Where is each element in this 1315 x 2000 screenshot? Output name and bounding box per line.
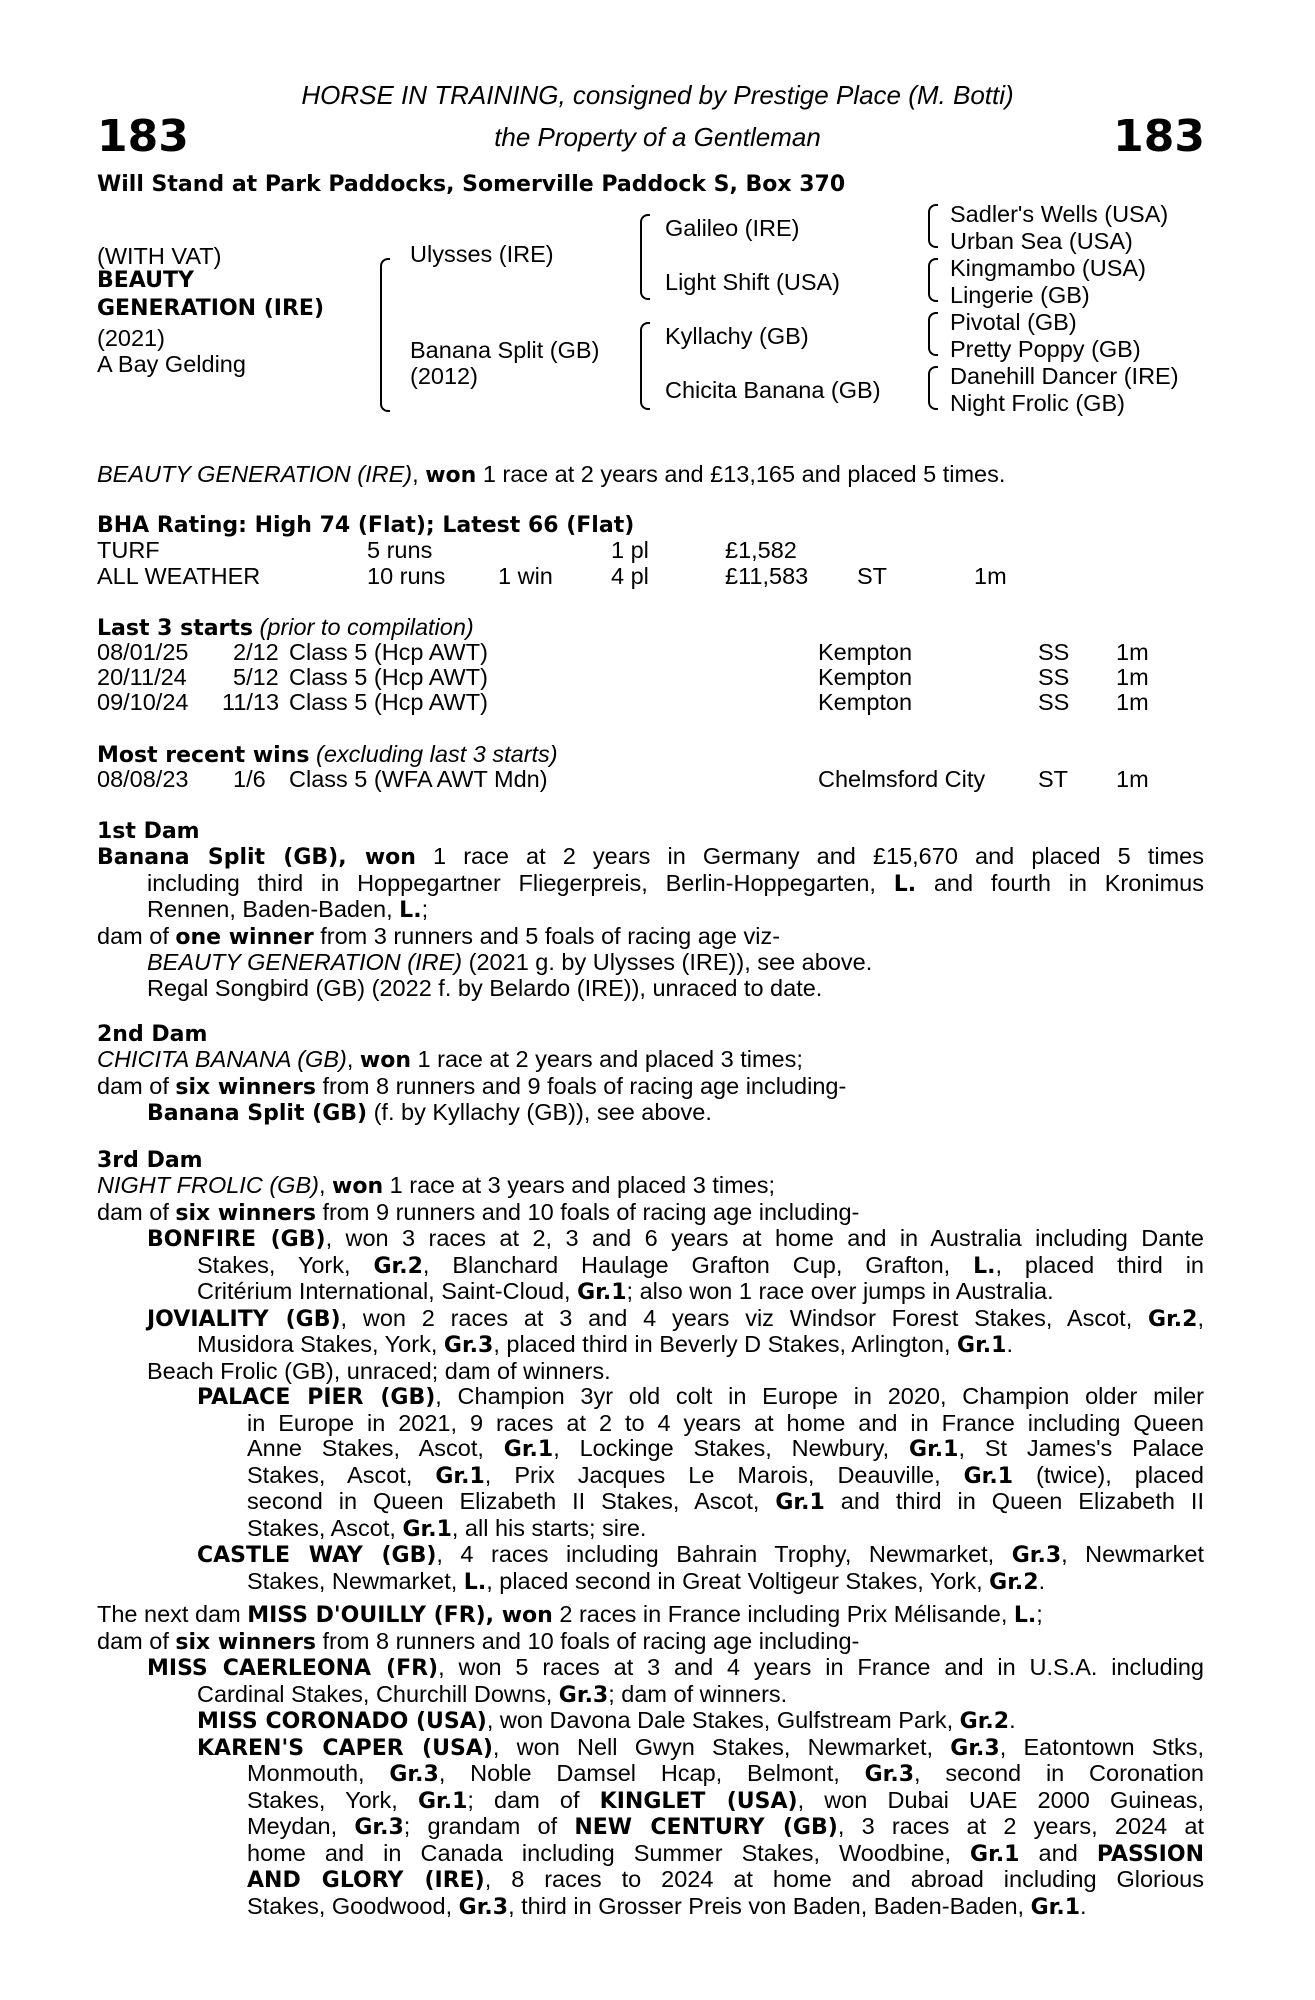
race-summary: BEAUTY GENERATION (IRE), won 1 race at 2 years and £13,165 and placed 5 times. — [97, 461, 1006, 488]
winners-count: six winners — [175, 1200, 316, 1226]
race-distance: 1m — [1116, 639, 1149, 665]
pedigree-sire-sire: Galileo (IRE) — [665, 215, 800, 241]
horse-name-line1: BEAUTY — [97, 268, 194, 293]
horse-description: A Bay Gelding — [97, 351, 246, 377]
dam2-text — [97, 1047, 1204, 1127]
recent-wins-title: Most recent wins — [97, 743, 310, 768]
surface-name: ALL WEATHER — [97, 563, 261, 589]
grade-label: Gr.1 — [1030, 1894, 1081, 1920]
offspring-name: PALACE PIER (GB) — [197, 1385, 436, 1410]
pedigree-dss: Pivotal (GB) — [950, 309, 1077, 335]
recent-wins-heading — [97, 742, 558, 769]
dam1-name: Banana Split (GB), won — [97, 845, 416, 870]
race-course: Kempton — [818, 639, 913, 665]
stable-location: Will Stand at Park Paddocks, Somerville Paddock S, Box 370 — [97, 172, 846, 197]
palace-pier-entry — [97, 1384, 1204, 1411]
consignment-line: HORSE IN TRAINING, consigned by Prestige Place (M. Botti) — [301, 80, 1014, 110]
pedigree-dam-year: (2012) — [410, 363, 478, 389]
race-class: Class 5 (Hcp AWT) — [289, 664, 488, 690]
dam3-text — [97, 1173, 1204, 1595]
race-date: 09/10/24 — [97, 689, 189, 715]
offspring-detail: , Lockinge Stakes, Newbury, — [553, 1435, 910, 1461]
offspring-entry: Regal Songbird (GB) (2022 f. by Belardo (IRE)), unraced to date. — [147, 974, 823, 1001]
offspring-name: PASSION — [1096, 1841, 1204, 1867]
dam3-text-part: 1 race at 3 years and placed 3 times; — [383, 1172, 776, 1198]
offspring-name: KINGLET (USA) — [599, 1788, 798, 1814]
offspring-detail: , placed third in Beverly D Stakes, Arlington, — [493, 1331, 958, 1357]
offspring-detail: Stakes, Goodwood, — [247, 1892, 459, 1919]
offspring-name: NEW CENTURY (GB) — [574, 1815, 838, 1840]
offspring-detail: , 4 races including Bahrain Trophy, Newmarket, — [436, 1541, 1012, 1567]
race-class: Class 5 (Hcp AWT) — [289, 639, 488, 665]
offspring-detail: ; dam of winners. — [608, 1680, 788, 1707]
offspring-detail: , all his starts; sire. — [451, 1514, 647, 1541]
surface-placed: 4 pl — [611, 563, 649, 589]
surface-prize: £11,583 — [725, 563, 809, 589]
dam2-text-part: dam of — [97, 1072, 176, 1099]
offspring-detail: in Europe in 2021, 9 races at 2 to 4 years at home and in France including Queen — [247, 1409, 1204, 1436]
offspring-detail: ; grandam of — [403, 1813, 575, 1839]
offspring-detail: , St James's Palace — [958, 1435, 1204, 1461]
offspring-detail: , placed second in Great Voltigeur Stakes, York, — [486, 1567, 990, 1594]
grade-label: Gr.1 — [503, 1437, 554, 1462]
summary-horse-name: BEAUTY GENERATION (IRE) — [97, 461, 413, 487]
pedigree-sdd: Lingerie (GB) — [950, 282, 1090, 308]
pedigree-brace-ss — [928, 204, 938, 248]
offspring-detail: , — [1197, 1304, 1204, 1331]
pedigree-brace-sd — [928, 258, 938, 302]
nextdam-text-part: 2 races in France including Prix Mélisande, — [552, 1601, 1014, 1627]
dam1-text-part: and fourth in Kronimus — [916, 869, 1204, 896]
offspring-name: MISS CORONADO (USA) — [197, 1709, 487, 1734]
last3-heading — [97, 615, 474, 642]
miss-caerleona-entry — [97, 1655, 1204, 1682]
grade-label: Gr.1 — [963, 1463, 1014, 1489]
last3-row — [97, 640, 1197, 666]
nextdam-text-part: from 8 runners and 10 foals of racing age including- — [315, 1627, 860, 1654]
race-going: SS — [1038, 689, 1070, 715]
grade-label: Gr.2 — [989, 1569, 1039, 1595]
offspring-detail: and third in Queen Elizabeth II — [824, 1488, 1204, 1514]
offspring-detail: . — [1006, 1331, 1013, 1357]
offspring-detail: Musidora Stakes, York, — [197, 1331, 444, 1357]
grade-label: L. — [1013, 1603, 1037, 1628]
dam1-text — [97, 844, 1204, 1001]
grade-label: Gr.3 — [950, 1735, 1000, 1761]
grade-label: Gr.1 — [775, 1490, 825, 1515]
pedigree-dds: Danehill Dancer (IRE) — [950, 363, 1179, 389]
grade-label: Gr.3 — [1011, 1543, 1062, 1568]
surface-runs: 10 runs — [367, 563, 446, 589]
offspring-detail: , Champion 3yr old colt in Europe in 2020, Champion older miler — [435, 1383, 1204, 1409]
pedigree-sire: Ulysses (IRE) — [410, 241, 554, 267]
offspring-detail: , won 3 races at 2, 3 and 6 years at home and in Australia including Dante — [325, 1225, 1204, 1251]
offspring-detail: , placed third in — [995, 1251, 1204, 1278]
grade-label: Gr.3 — [458, 1894, 509, 1920]
last3-row — [97, 665, 1197, 691]
race-class: Class 5 (Hcp AWT) — [289, 689, 488, 715]
dam2-heading: 2nd Dam — [97, 1022, 208, 1047]
vat-label: (WITH VAT) — [97, 243, 222, 269]
horse-name-line2: GENERATION (IRE) — [97, 296, 325, 321]
pedigree-dsd: Pretty Poppy (GB) — [950, 336, 1141, 362]
dam1-text-part: ; — [421, 896, 429, 922]
offspring-detail: Stakes, Ascot, — [247, 1461, 436, 1488]
offspring-detail: ; also won 1 race over jumps in Australia. — [626, 1278, 1054, 1304]
dam3-heading: 3rd Dam — [97, 1148, 203, 1173]
recent-win-row — [97, 767, 1197, 793]
race-position: 1/6 — [233, 766, 266, 792]
offspring-name: BEAUTY GENERATION (IRE) — [147, 949, 463, 975]
race-distance: 1m — [1116, 689, 1149, 715]
grade-label: L. — [463, 1569, 487, 1595]
offspring-detail: , Newmarket — [1061, 1541, 1204, 1567]
grade-label: Gr.2 — [959, 1709, 1010, 1734]
offspring-detail: , won Nell Gwyn Stakes, Newmarket, — [492, 1733, 951, 1760]
property-line: the Property of a Gentleman — [494, 122, 821, 152]
grade-label: Gr.2 — [373, 1253, 423, 1279]
grade-label: Gr.1 — [435, 1463, 485, 1489]
offspring-detail: , 8 races to 2024 at home and abroad including Glorious — [484, 1866, 1204, 1892]
surface-placed: 1 pl — [611, 537, 649, 563]
lot-number-left: 183 — [97, 111, 189, 162]
offspring-detail: , won Davona Dale Stakes, Gulfstream Park, — [486, 1707, 960, 1733]
grade-label: Gr.3 — [354, 1815, 404, 1840]
offspring-name: KAREN'S CAPER (USA) — [197, 1735, 493, 1761]
recent-wins-note: (excluding last 3 starts) — [309, 741, 558, 767]
summary-won: won — [425, 463, 477, 488]
lot-number-right: 183 — [1113, 111, 1205, 162]
offspring-detail: , won Dubai UAE 2000 Guineas, — [797, 1786, 1204, 1813]
pedigree-ssd: Urban Sea (USA) — [950, 228, 1133, 254]
offspring-detail: Monmouth, — [247, 1760, 390, 1786]
race-date: 08/08/23 — [97, 766, 189, 792]
offspring-detail: . — [1080, 1892, 1087, 1919]
dam3-text-part: dam of — [97, 1198, 176, 1225]
dam2-text-part: from 8 runners and 9 foals of racing age including- — [315, 1072, 847, 1099]
grade-label: Gr.1 — [970, 1841, 1020, 1867]
surface-prize: £1,582 — [725, 537, 797, 563]
grade-label: Gr.3 — [558, 1682, 609, 1708]
winners-count: one winner — [175, 924, 314, 950]
surface-runs: 5 runs — [367, 537, 433, 563]
race-distance: 1m — [1116, 766, 1149, 792]
offspring-name: BONFIRE (GB) — [147, 1227, 326, 1252]
offspring-detail: (f. by Kyllachy (GB)), see above. — [367, 1099, 712, 1125]
grade-label: L. — [893, 871, 917, 897]
offspring-name: MISS CAERLEONA (FR) — [147, 1656, 439, 1681]
offspring-detail: Stakes, Ascot, — [247, 1514, 403, 1541]
race-course: Kempton — [818, 689, 913, 715]
last3-row — [97, 690, 1197, 716]
pedigree-brace-dam — [640, 322, 650, 410]
offspring-detail: and — [1019, 1839, 1097, 1866]
surface-going: ST — [857, 563, 888, 589]
surface-wins: 1 win — [498, 563, 553, 589]
pedigree-ddd: Night Frolic (GB) — [950, 390, 1125, 416]
pedigree-brace-ds — [928, 312, 938, 356]
dam1-text-part: dam of — [97, 922, 176, 949]
offspring-detail: (2021 g. by Ulysses (IRE)), see above. — [462, 949, 873, 975]
winners-count: six winners — [175, 1629, 316, 1655]
pedigree-sire-dam: Light Shift (USA) — [665, 269, 841, 295]
surface-row-aw — [97, 564, 1197, 590]
offspring-name: CASTLE WAY (GB) — [197, 1543, 437, 1568]
race-distance: 1m — [1116, 664, 1149, 690]
pedigree-dam: Banana Split (GB) — [410, 337, 600, 363]
bonfire-entry — [97, 1226, 1204, 1253]
race-position: 2/12 — [233, 639, 279, 665]
dam3-name: NIGHT FROLIC (GB) — [97, 1172, 319, 1198]
beach-frolic-entry: Beach Frolic (GB), unraced; dam of winners. — [147, 1357, 611, 1384]
summary-text: 1 race at 2 years and £13,165 and placed 5 times. — [476, 461, 1006, 487]
surface-row-turf — [97, 538, 1197, 564]
pedigree-dam-sire: Kyllachy (GB) — [665, 323, 809, 349]
dam3-text-part: , — [318, 1172, 333, 1198]
grade-label: Gr.3 — [443, 1333, 494, 1358]
offspring-detail: Critérium International, Saint-Cloud, — [197, 1278, 578, 1304]
nextdam-text-part: ; — [1036, 1601, 1043, 1627]
offspring-detail: home and in Canada including Summer Stakes, Woodbine, — [247, 1839, 971, 1866]
dam2-name: CHICITA BANANA (GB) — [97, 1046, 347, 1072]
last3-note: (prior to compilation) — [253, 614, 474, 640]
race-going: SS — [1038, 639, 1070, 665]
castle-way-entry — [97, 1542, 1204, 1569]
offspring-detail: , Prix Jacques Le Marois, Deauville, — [484, 1461, 964, 1488]
pedigree-brace-main — [380, 258, 390, 412]
pedigree-sss: Sadler's Wells (USA) — [950, 201, 1169, 227]
grade-label: Gr.1 — [417, 1788, 468, 1814]
race-going: SS — [1038, 664, 1070, 690]
last3-title: Last 3 starts — [97, 616, 254, 641]
offspring-detail: , Eatontown Stks, — [999, 1733, 1204, 1760]
race-class: Class 5 (WFA AWT Mdn) — [289, 766, 548, 792]
nextdam-name: MISS D'OUILLY (FR), won — [247, 1603, 553, 1628]
grade-label: Gr.2 — [1148, 1306, 1198, 1332]
pedigree-brace-sire — [640, 214, 650, 300]
dam1-heading: 1st Dam — [97, 819, 200, 844]
offspring-detail: Stakes, Newmarket, — [247, 1567, 464, 1594]
offspring-detail: , second in Coronation — [914, 1760, 1205, 1786]
offspring-detail: . — [1038, 1567, 1046, 1594]
race-position: 11/13 — [222, 689, 280, 715]
grade-label: Gr.1 — [577, 1280, 627, 1305]
race-date: 08/01/25 — [97, 639, 189, 665]
grade-label: Gr.1 — [957, 1333, 1007, 1358]
race-course: Chelmsford City — [818, 766, 986, 792]
grade-label: Gr.3 — [389, 1762, 439, 1787]
won-label: won — [359, 1048, 411, 1073]
offspring-detail: Cardinal Stakes, Churchill Downs, — [197, 1680, 559, 1707]
offspring-detail: Anne Stakes, Ascot, — [247, 1435, 504, 1461]
grade-label: Gr.1 — [909, 1437, 959, 1462]
surface-name: TURF — [97, 537, 160, 563]
dam1-record: 1 race at 2 years in Germany and £15,670 and placed 5 times — [415, 843, 1204, 869]
winners-count: six winners — [175, 1074, 316, 1100]
offspring-detail: , 3 races at 2 years, 2024 at — [837, 1813, 1204, 1839]
offspring-name: AND GLORY (IRE) — [247, 1868, 485, 1893]
grade-label: L. — [973, 1253, 996, 1279]
horse-year: (2021) — [97, 325, 165, 351]
dam1-text-part: from 3 runners and 5 foals of racing age viz- — [313, 922, 781, 949]
offspring-detail: second in Queen Elizabeth II Stakes, Ascot, — [247, 1488, 776, 1514]
grade-label: Gr.3 — [864, 1762, 915, 1787]
dam2-text-part: , — [346, 1046, 360, 1072]
grade-label: L. — [399, 898, 422, 923]
offspring-detail: , third in Grosser Preis von Baden, Baden-Baden, — [508, 1892, 1031, 1919]
dam1-text-part: Rennen, Baden-Baden, — [147, 896, 400, 922]
dam3-text-part: from 9 runners and 10 foals of racing age including- — [315, 1198, 860, 1225]
nextdam-text-part: dam of — [97, 1627, 176, 1654]
offspring-detail: , Noble Damsel Hcap, Belmont, — [438, 1760, 865, 1786]
nextdam-text-part: The next dam — [97, 1601, 248, 1627]
surface-distance: 1m — [974, 563, 1007, 589]
offspring-detail: , Blanchard Haulage Grafton Cup, Grafton, — [422, 1251, 974, 1278]
dam1-text-part: including third in Hoppegartner Fliegerpreis, Berlin-Hoppegarten, — [147, 869, 894, 896]
race-position: 5/12 — [233, 664, 279, 690]
race-date: 20/11/24 — [97, 664, 187, 690]
offspring-detail: (twice), placed — [1013, 1461, 1205, 1488]
offspring-detail: ; dam of — [467, 1786, 600, 1813]
offspring-detail: Meydan, — [247, 1813, 355, 1839]
won-label: won — [332, 1174, 384, 1199]
offspring-detail: , won 5 races at 3 and 4 years in France and in U.S.A. including — [438, 1654, 1204, 1680]
offspring-detail: . — [1009, 1707, 1016, 1733]
joviality-entry — [97, 1306, 1204, 1333]
next-dam-text — [97, 1602, 1204, 1920]
race-course: Kempton — [818, 664, 913, 690]
karens-caper-entry — [97, 1735, 1204, 1762]
offspring-detail: , won 2 races at 3 and 4 years viz Windsor Forest Stakes, Ascot, — [340, 1304, 1149, 1331]
miss-coronado-entry — [97, 1708, 1204, 1735]
race-going: ST — [1038, 766, 1069, 792]
dam2-text-part: 1 race at 2 years and placed 3 times; — [411, 1046, 803, 1072]
offspring-name: JOVIALITY (GB) — [147, 1306, 341, 1332]
pedigree-dam-dam: Chicita Banana (GB) — [665, 377, 881, 403]
pedigree-brace-dd — [928, 366, 938, 410]
bha-rating: BHA Rating: High 74 (Flat); Latest 66 (Flat) — [97, 513, 635, 538]
offspring-detail: Stakes, York, — [197, 1251, 374, 1278]
offspring-name: Banana Split (GB) — [147, 1101, 368, 1126]
grade-label: Gr.1 — [402, 1516, 452, 1542]
offspring-detail: Stakes, York, — [247, 1786, 418, 1813]
pedigree-sds: Kingmambo (USA) — [950, 255, 1146, 281]
